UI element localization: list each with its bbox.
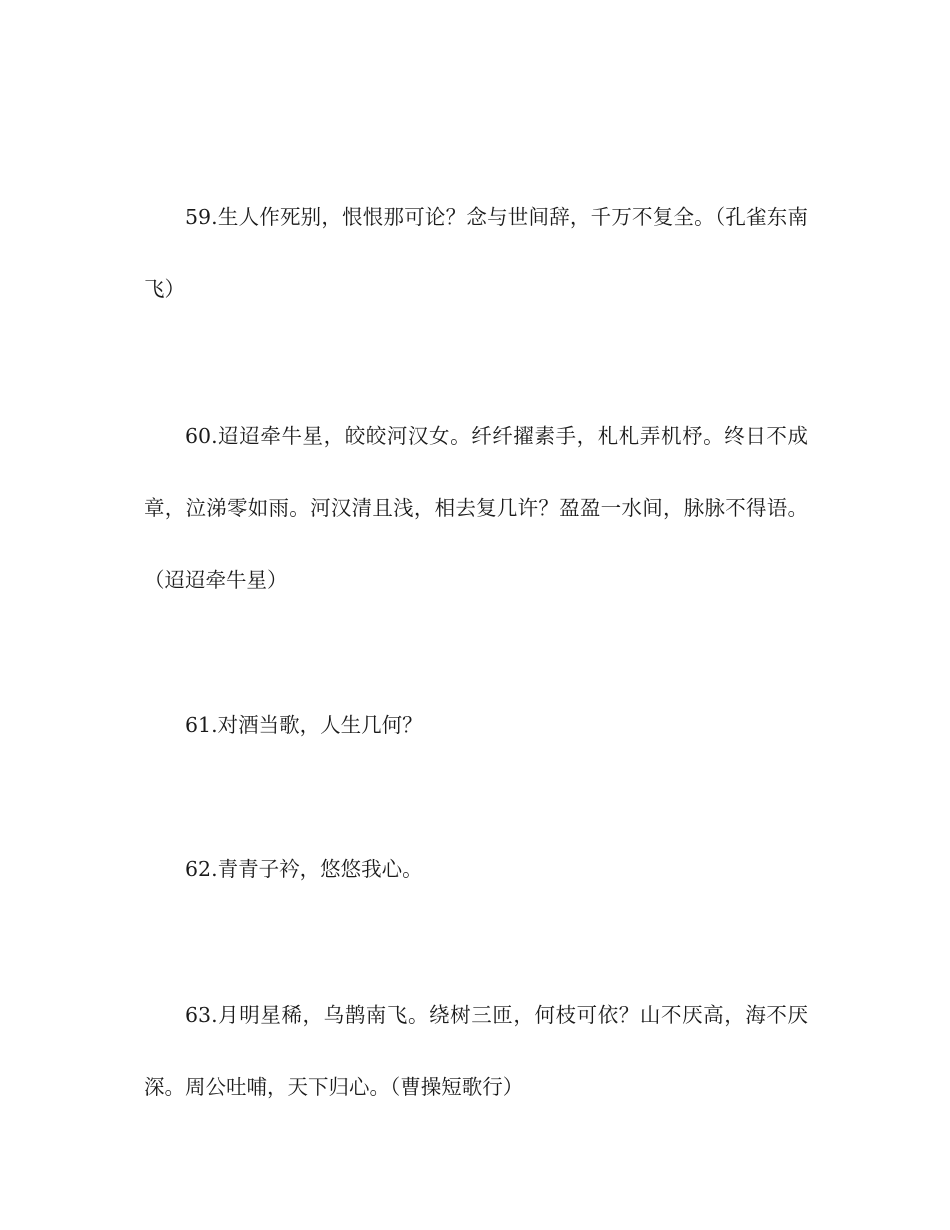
poem-line-61: 61.对酒当歌，人生几何？ (185, 713, 423, 737)
poem-line-60: 60.迢迢牵牛星，皎皎河汉女。纤纤擢素手，札札弄机杼。终日不成章，泣涕零如雨。河汉清且浅，相去复几许？盈盈一水间，脉脉不得语。（迢迢牵牛星） (144, 424, 808, 592)
poem-line-62: 62.青青子衿，悠悠我心。 (185, 857, 423, 881)
poem-line-63: 63.月明星稀，乌鹊南飞。绕树三匝，何枝可依？山不厌高，海不厌深。周公吐哺，天下归心。（曹操短歌行） (144, 1003, 808, 1099)
poem-line-59: 59.生人作死别，恨恨那可论？念与世间辞，千万不复全。（孔雀东南飞） (144, 205, 808, 301)
